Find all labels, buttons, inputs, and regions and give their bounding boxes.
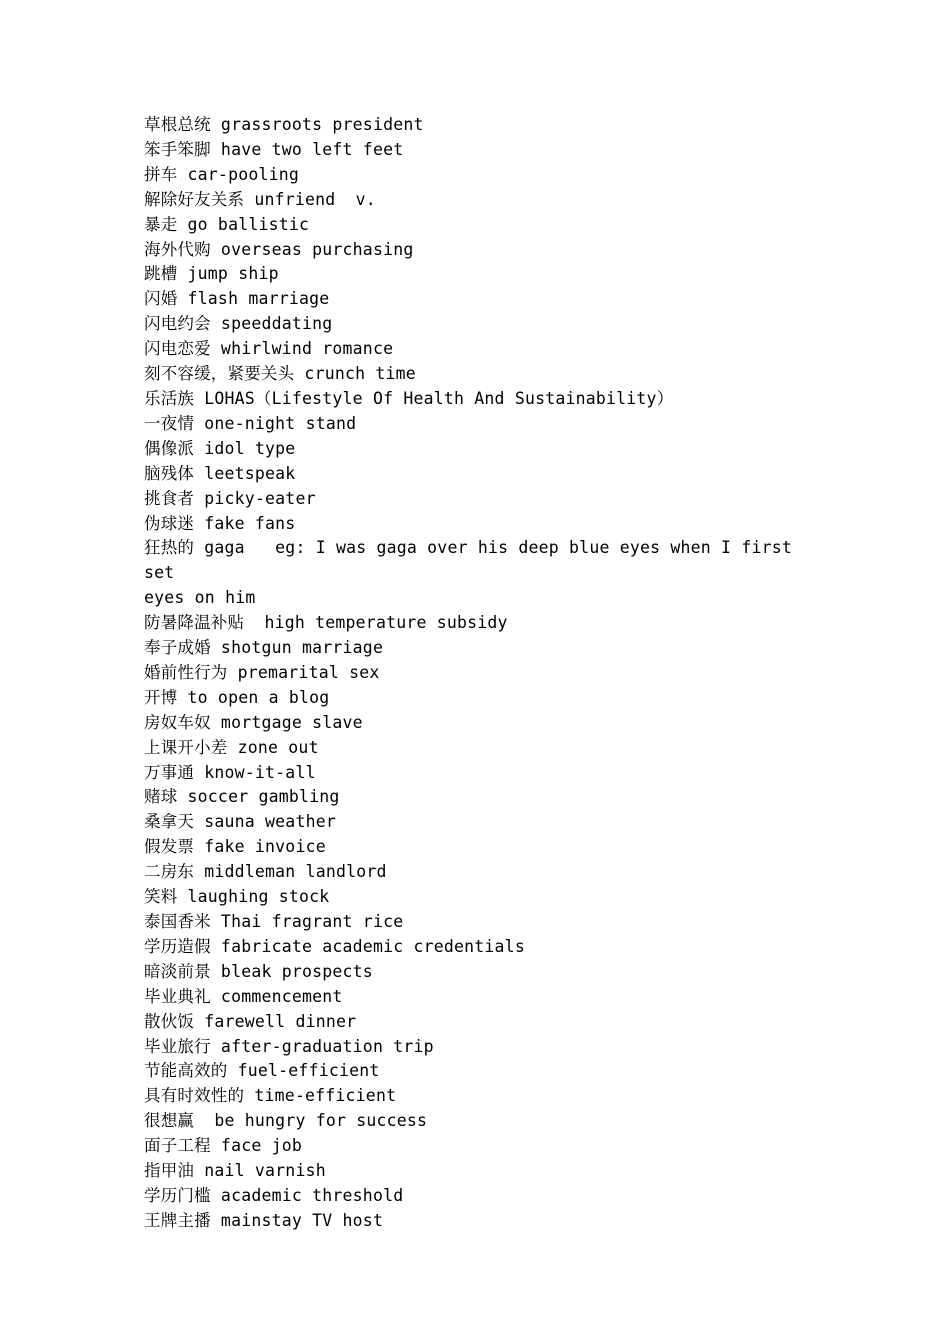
text-line: 偶像派 idol type — [144, 438, 296, 458]
document-page — [144, 113, 824, 1234]
text-line: 海外代购 overseas purchasing — [144, 239, 414, 259]
text-line: 桑拿天 sauna weather — [144, 812, 336, 832]
text-line: 闪婚 flash marriage — [144, 289, 330, 309]
text-line: 草根总统 grassroots president — [144, 115, 424, 134]
text-line: 毕业旅行 after-graduation trip — [144, 1036, 434, 1056]
text-line: 笨手笨脚 have two left feet — [144, 139, 404, 159]
text-line: 假发票 fake invoice — [144, 837, 326, 857]
text-line: 闪电约会 speeddating — [144, 314, 333, 334]
text-line: 婚前性行为 premarital sex — [144, 662, 380, 682]
text-line: 解除好友关系 unfriend v. — [144, 189, 376, 209]
text-line: 很想赢 be hungry for success — [144, 1111, 428, 1131]
text-line: 跳槽 jump ship — [144, 264, 279, 284]
text-line: 房奴车奴 mortgage slave — [144, 712, 363, 732]
text-line: 奉子成婚 shotgun marriage — [144, 638, 384, 658]
text-line: 脑残体 leetspeak — [144, 463, 296, 483]
text-line: 泰国香米 Thai fragrant rice — [144, 912, 404, 931]
text-line: 挑食者 picky-eater — [144, 488, 316, 508]
text-line: 王牌主播 mainstay TV host — [144, 1210, 384, 1230]
text-line: 狂热的 gaga eg: I was gaga over his deep blue eyes when I first set — [144, 538, 803, 583]
text-line: 防暑降温补贴 high temperature subsidy — [144, 613, 508, 633]
text-line: 拼车 car-pooling — [144, 164, 300, 184]
text-line: 学历造假 fabricate academic credentials — [144, 936, 525, 956]
text-line: 节能高效的 fuel-efficient — [144, 1061, 380, 1081]
text-line: 乐活族 LOHAS（Lifestyle Of Health And Sustainability） — [144, 388, 674, 408]
text-line: 二房东 middleman landlord — [144, 862, 387, 882]
text-line: 万事通 know-it-all — [144, 762, 316, 782]
text-line: 散伙饭 farewell dinner — [144, 1011, 357, 1031]
text-line: 笑料 laughing stock — [144, 887, 330, 907]
text-line: 具有时效性的 time-efficient — [144, 1086, 397, 1106]
text-line: 刻不容缓，紧要关头 crunch time — [144, 364, 416, 384]
text-line: 上课开小差 zone out — [144, 737, 319, 757]
text-line: 指甲油 nail varnish — [144, 1161, 326, 1181]
text-line: 伪球迷 fake fans — [144, 513, 296, 533]
text-line: 开博 to open a blog — [144, 687, 330, 707]
text-line: 面子工程 face job — [144, 1136, 303, 1156]
text-line: eyes on him — [144, 588, 256, 608]
text-line: 一夜情 one-night stand — [144, 413, 357, 433]
text-line: 学历门槛 academic threshold — [144, 1185, 404, 1205]
text-line: 毕业典礼 commencement — [144, 986, 343, 1006]
text-line: 闪电恋爱 whirlwind romance — [144, 339, 394, 359]
text-line: 赌球 soccer gambling — [144, 787, 340, 807]
text-line: 暗淡前景 bleak prospects — [144, 961, 373, 981]
text-line: 暴走 go ballistic — [144, 214, 310, 234]
